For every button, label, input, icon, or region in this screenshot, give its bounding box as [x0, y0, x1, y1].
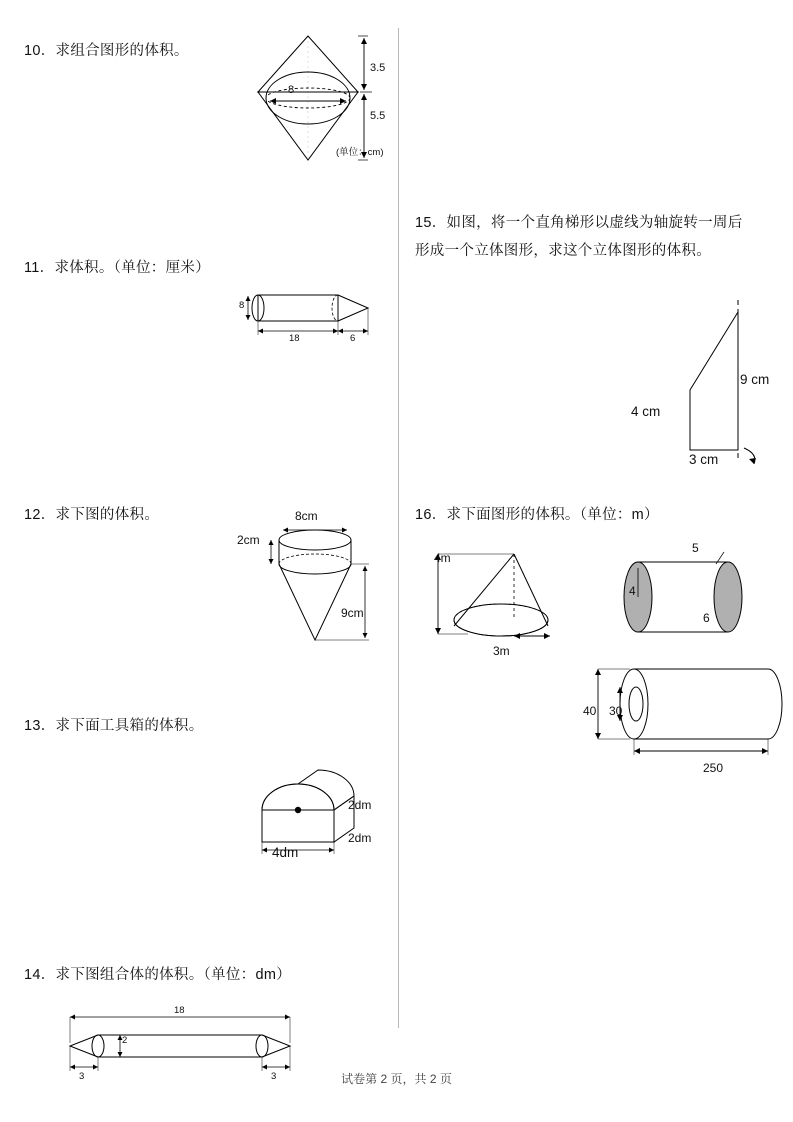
label-q12-2cm: 2cm [237, 533, 260, 547]
label-q13-4dm: 4dm [272, 845, 299, 860]
figure-q13 [242, 762, 382, 872]
label-q12-9cm: 9cm [341, 606, 364, 620]
label-q15-4cm: 4 cm [631, 404, 661, 419]
label-q13-2dm-a: 2dm [348, 798, 372, 812]
question-10-text: 10．求组合图形的体积。 [24, 43, 189, 59]
label-q11-6: 6 [350, 333, 356, 344]
page-footer: 试卷第 2 页，共 2 页 [341, 1072, 452, 1086]
label-q14-3-left: 3 [79, 1071, 85, 1082]
label-q16-4: 4 [629, 584, 636, 598]
label-q11-18: 18 [289, 333, 300, 344]
label-q16-40: 40 [583, 704, 597, 718]
label-q10-3-5: 3.5 [370, 62, 386, 74]
question-16-text: 16．求下面图形的体积。（单位：m） [415, 507, 659, 523]
label-q12-8cm: 8cm [295, 509, 318, 523]
label-q10-8: 8 [288, 84, 295, 96]
label-q15-9cm: 9 cm [740, 372, 770, 387]
question-11-text: 11．求体积。（单位：厘米） [24, 260, 211, 276]
figure-q11 [238, 285, 388, 345]
question-12-text: 12．求下图的体积。 [24, 507, 160, 523]
label-q14-3-right: 3 [271, 1071, 277, 1082]
column-divider [398, 28, 399, 1028]
label-q11-8: 8 [239, 300, 245, 311]
label-q16-5: 5 [692, 541, 699, 555]
figure-q14 [60, 1005, 300, 1080]
label-q14-18: 18 [174, 1005, 185, 1016]
label-q14-2: 2 [122, 1035, 128, 1046]
label-q16-3m: 3m [493, 644, 510, 658]
label-q16-6: 6 [703, 611, 710, 625]
question-14-text: 14．求下图组合体的体积。（单位：dm） [24, 967, 292, 983]
label-q16-4m: 4m [434, 551, 451, 565]
label-q16-30: 30 [609, 704, 623, 718]
question-15-text: 15．如图，将一个直角梯形以虚线为轴旋转一周后形成一个立体图形，求这个立体图形的体积。 [415, 215, 743, 259]
label-q10-unit: (单位：cm) [336, 147, 384, 158]
label-q15-3cm: 3 cm [689, 452, 719, 467]
label-q10-5-5: 5.5 [370, 110, 386, 122]
label-q13-2dm-b: 2dm [348, 831, 372, 845]
question-13-text: 13．求下面工具箱的体积。 [24, 718, 204, 734]
figure-q12 [265, 520, 395, 650]
label-q16-250: 250 [703, 761, 724, 775]
figure-q16-cylinder-a [600, 546, 760, 656]
